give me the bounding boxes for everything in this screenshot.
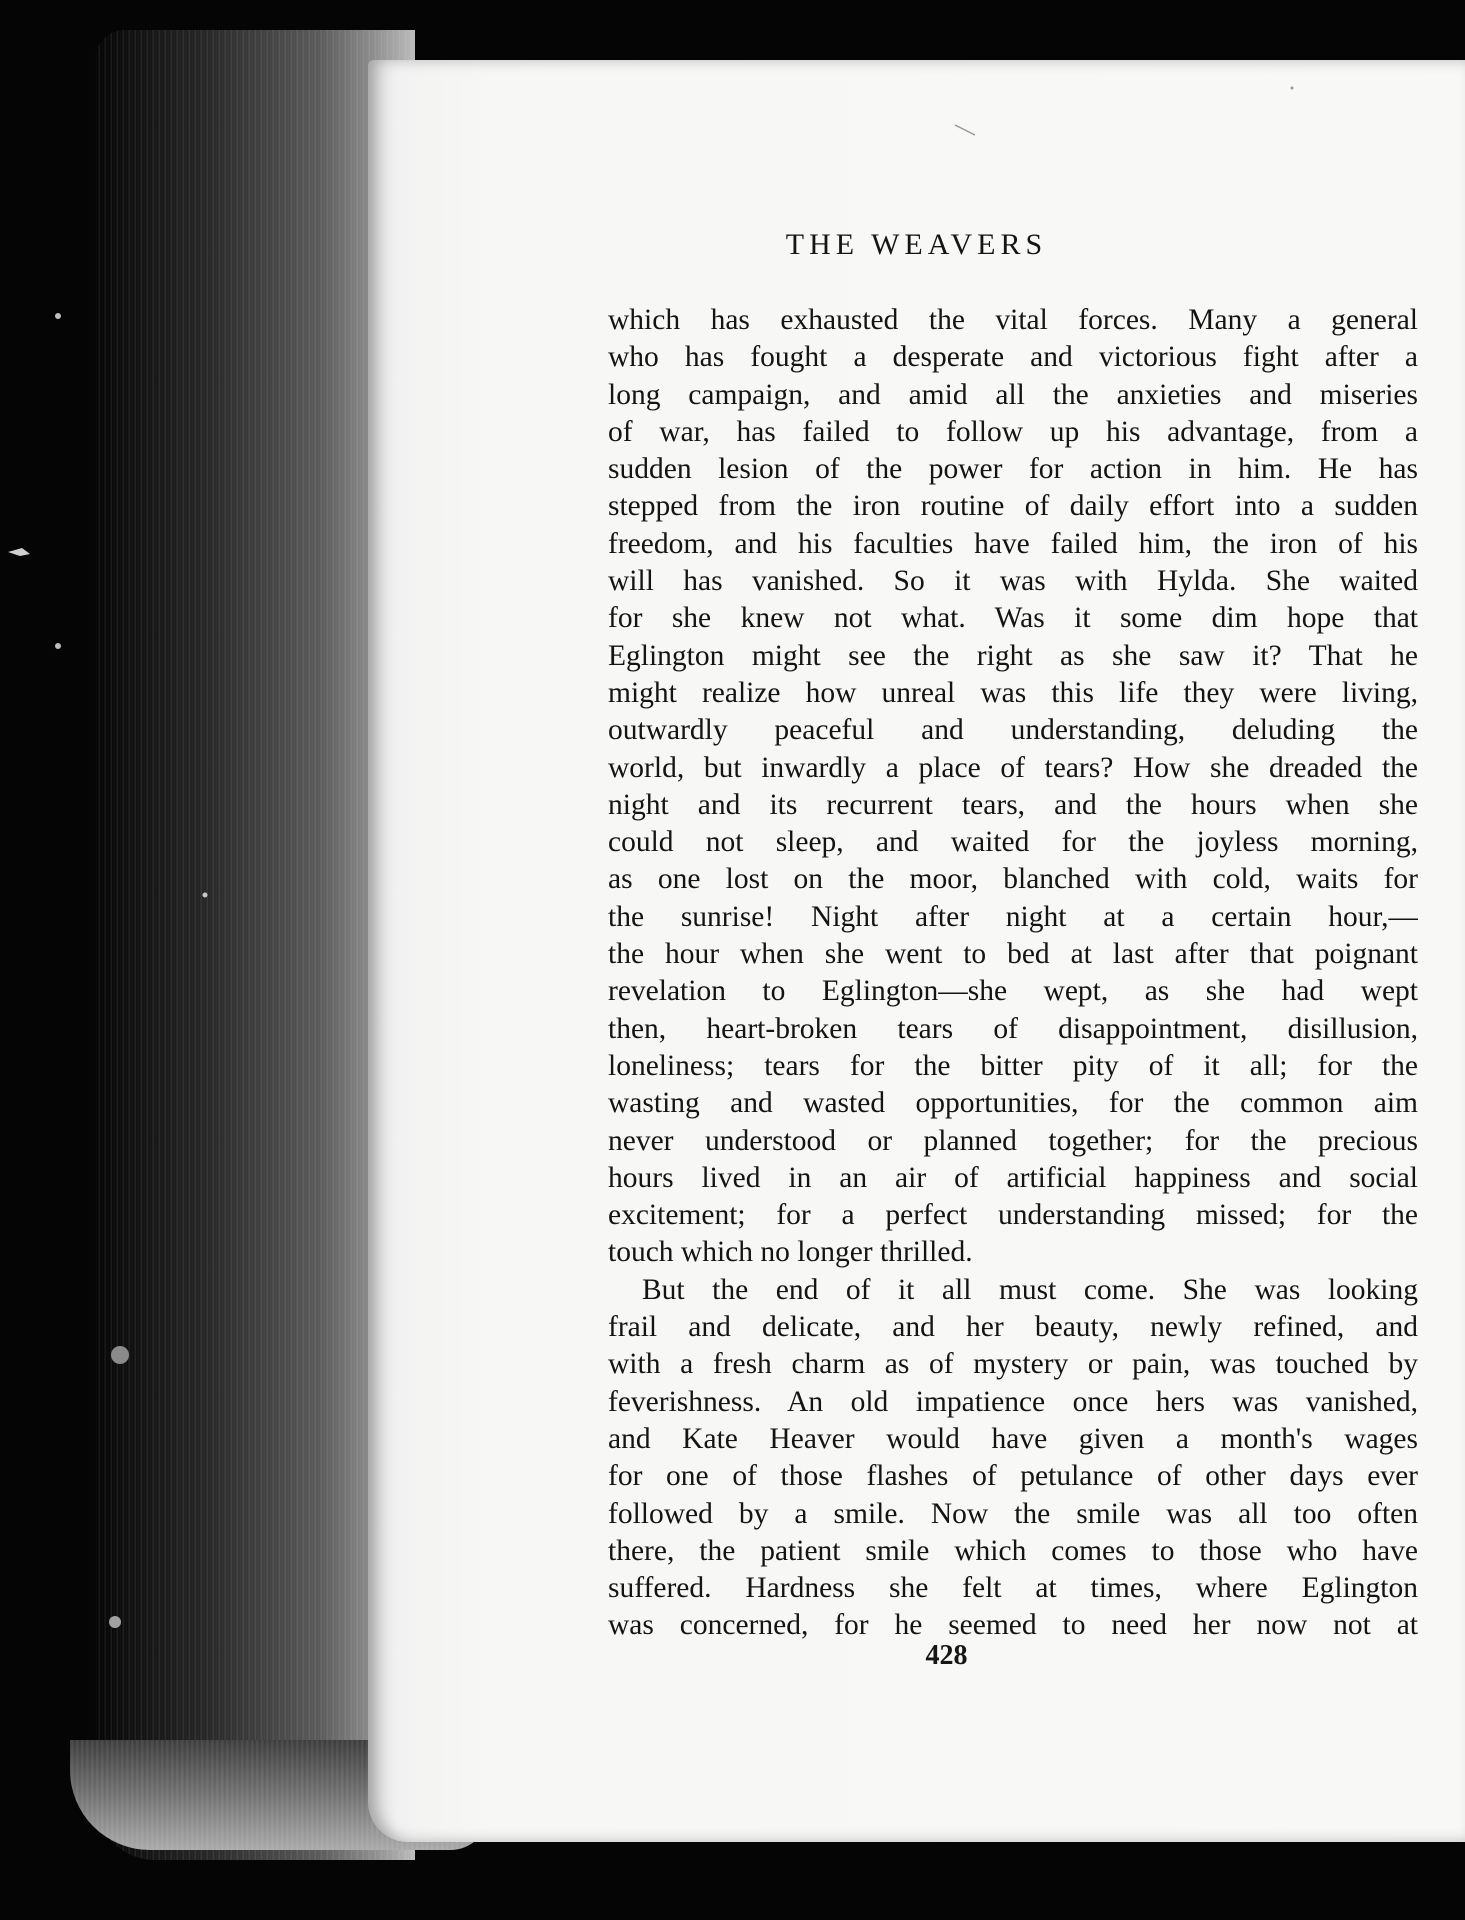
text-line: the hour when she went to bed at last after that poignant xyxy=(608,938,1418,971)
page-sheet xyxy=(368,60,1465,1842)
text-line: followed by a smile. Now the smile was all too often xyxy=(608,1497,1418,1530)
speck xyxy=(8,548,30,556)
speck xyxy=(55,643,61,649)
text-line: excitement; for a perfect understanding missed; for the xyxy=(608,1199,1418,1232)
text-line: could not sleep, and waited for the joyless morning, xyxy=(608,826,1418,859)
text-line: stepped from the iron routine of daily effort into a sudden xyxy=(608,490,1418,523)
text-line: wasting and wasted opportunities, for the common aim xyxy=(608,1087,1418,1120)
text-line: loneliness; tears for the bitter pity of it all; for the xyxy=(608,1049,1418,1082)
text-line: then, heart-broken tears of disappointment, disillusion, xyxy=(608,1012,1418,1045)
text-line: might realize how unreal was this life they were living, xyxy=(608,676,1418,709)
book-page-edges xyxy=(95,30,415,1860)
text-line: freedom, and his faculties have failed him, the iron of his xyxy=(608,527,1418,560)
text-line: with a fresh charm as of mystery or pain, was touched by xyxy=(608,1348,1418,1381)
text-line: feverishness. An old impatience once hers was vanished, xyxy=(608,1385,1418,1418)
text-line: outwardly peaceful and understanding, deluding the xyxy=(608,714,1418,747)
text-line: will has vanished. So it was with Hylda. She waited xyxy=(608,565,1418,598)
text-line: sudden lesion of the power for action in him. He has xyxy=(608,453,1418,486)
text-line: Eglington might see the right as she saw it? That he xyxy=(608,639,1418,672)
text-line: for one of those flashes of petulance of other days ever xyxy=(608,1460,1418,1493)
text-line: world, but inwardly a place of tears? How she dreaded the xyxy=(608,751,1418,784)
text-line: who has fought a desperate and victorious fight after a xyxy=(608,341,1418,374)
text-line: hours lived in an air of artificial happiness and social xyxy=(608,1161,1418,1194)
text-line: never understood or planned together; for the precious xyxy=(608,1124,1418,1157)
text-line: revelation to Eglington—she wept, as she had wept xyxy=(608,975,1418,1008)
text-line: the sunrise! Night after night at a certain hour,— xyxy=(608,900,1418,933)
text-line: long campaign, and amid all the anxieties and miseries xyxy=(608,378,1418,411)
text-line: suffered. Hardness she felt at times, where Eglington xyxy=(608,1572,1418,1605)
body-text xyxy=(608,302,1418,1645)
text-line: frail and delicate, and her beauty, newly refined, and xyxy=(608,1311,1418,1344)
text-line: touch which no longer thrilled. xyxy=(608,1236,973,1269)
text-line: as one lost on the moor, blanched with cold, waits for xyxy=(608,863,1418,896)
text-line: for she knew not what. Was it some dim hope that xyxy=(608,602,1418,635)
text-line: which has exhausted the vital forces. Many a general xyxy=(608,304,1418,336)
text-line: of war, has failed to follow up his advantage, from a xyxy=(608,415,1418,448)
running-head: THE WEAVERS xyxy=(785,228,1048,261)
text-line: and Kate Heaver would have given a month's wages xyxy=(608,1422,1418,1455)
text-line: was concerned, for he seemed to need her now not at xyxy=(608,1609,1418,1642)
speck xyxy=(55,313,61,319)
text-line: night and its recurrent tears, and the hours when she xyxy=(608,788,1418,821)
text-line: there, the patient smile which comes to those who have xyxy=(608,1534,1418,1567)
page-number: 428 xyxy=(925,1640,968,1671)
text-line: But the end of it all must come. She was looking xyxy=(642,1273,1418,1306)
